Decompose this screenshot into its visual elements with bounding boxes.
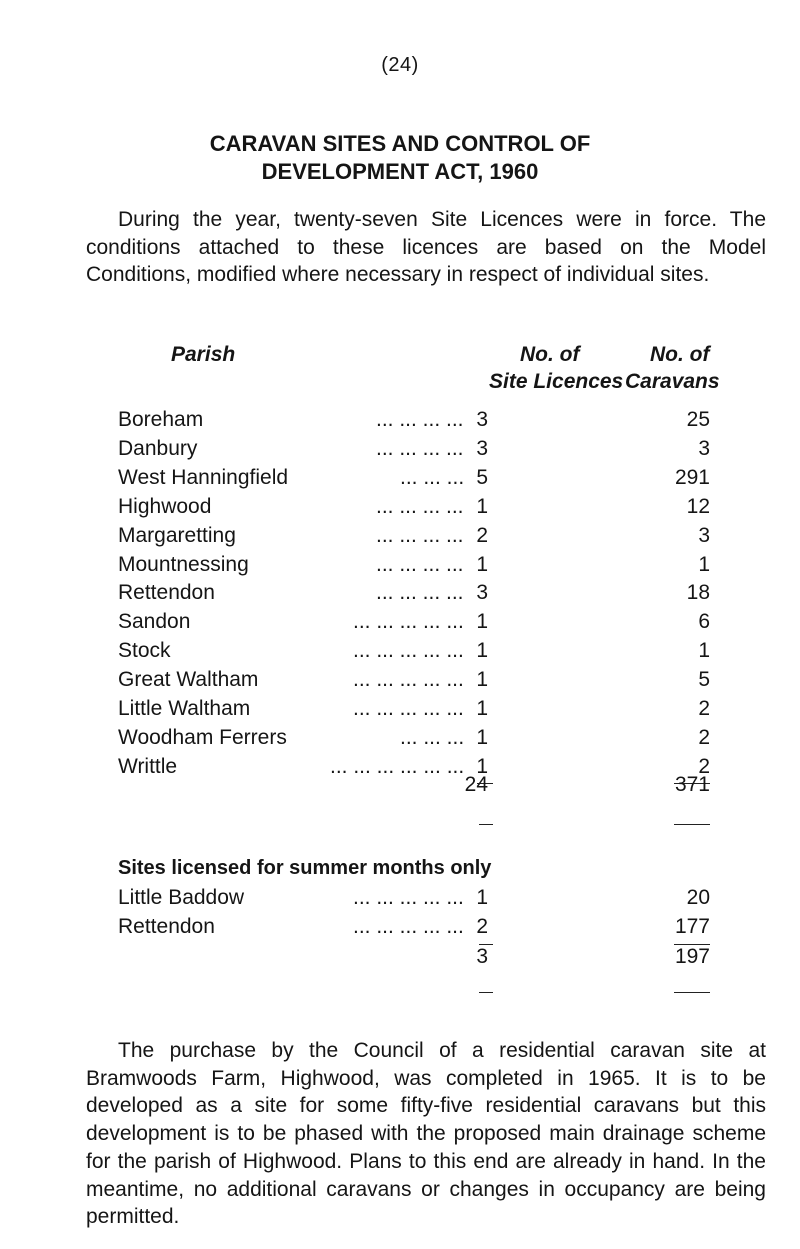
site-licences-value: 1 [476,552,488,576]
leader-dots: ... ... ... ... ... [353,886,464,909]
parish-name: Rettendon [118,581,215,605]
site-licences-value: 1 [476,668,488,692]
caravans-value: 6 [698,610,710,634]
leader-dots: ... ... ... ... ... [353,610,464,634]
total-rule-caravans-bottom [674,824,710,825]
header-caravans-line-2: Caravans [625,370,720,393]
leader-dots: ... ... ... [400,465,465,489]
parish-name: Margaretting [118,523,236,547]
total-caravans: 371 [674,773,710,796]
page-title-line-1: CARAVAN SITES AND CONTROL OF [209,131,591,156]
summer-total-licences: 3 [476,945,488,968]
leader-dots: ... ... ... ... ... ... [330,754,465,778]
site-licences-value: 3 [476,408,488,431]
parish-name: Boreham [118,408,204,431]
table-row [0,726,800,754]
header-licences-line-1: No. of [520,343,580,366]
table-row [0,639,800,667]
site-licences-value: 1 [476,697,488,720]
header-caravans-line-1: No. of [650,343,710,366]
intro-paragraph: During the year, twenty-seven Site Licences were in force. The conditions attached to these licences are based on the Model Conditions, modified where necessary in respect of individual sites. [86,208,766,287]
site-licences-value: 1 [476,886,488,909]
page-title-line-2: DEVELOPMENT ACT, 1960 [261,159,539,184]
leader-dots: ... ... ... ... [376,494,464,518]
parish-name: Great Waltham [118,668,259,692]
parish-name: West Hanningfield [118,465,289,489]
leader-dots: ... ... ... ... [376,581,464,605]
table-row [0,495,800,523]
caravans-value: 2 [698,725,710,749]
table-row [0,697,800,725]
parish-name: Stock [118,639,171,663]
caravans-value: 5 [698,668,710,692]
site-licences-value: 5 [476,465,488,489]
table-row [0,524,800,552]
total-rule-licences-bottom [479,824,493,825]
table-row [0,466,800,494]
parish-name: Mountnessing [118,552,249,576]
summer-sites-heading: Sites licensed for summer months only [118,857,492,879]
parish-name: Writtle [118,754,178,778]
caravans-value: 3 [698,436,710,460]
caravans-value: 25 [686,408,710,431]
caravans-value: 3 [698,523,710,547]
leader-dots: ... ... ... ... ... [353,915,464,938]
parish-name: Sandon [118,610,191,634]
parish-name: Little Waltham [118,697,251,720]
site-licences-value: 2 [476,523,488,547]
table-row [0,886,800,914]
caravans-value: 291 [674,465,710,489]
parish-name: Rettendon [118,915,215,938]
table-row [0,610,800,638]
caravans-value: 2 [698,754,710,778]
parish-name: Woodham Ferrers [118,725,287,749]
header-parish: Parish [171,343,236,366]
table-row [0,668,800,696]
caravans-value: 2 [698,697,710,720]
header-licences-line-2: Site Licences [489,370,624,393]
site-licences-value: 1 [476,725,488,749]
leader-dots: ... ... ... ... [376,552,464,576]
leader-dots: ... ... ... ... [376,436,464,460]
leader-dots: ... ... ... ... [376,408,464,431]
summer-total-rule-caravans-bottom [674,992,710,993]
parish-name: Danbury [118,436,198,460]
table-row [0,581,800,609]
caravans-value: 20 [686,886,710,909]
table-row [0,408,800,436]
leader-dots: ... ... ... [400,725,465,749]
closing-paragraph: The purchase by the Council of a residential caravan site at Bramwoods Farm, Highwood, was completed in 1965. It is to be developed as a site for some fifty-five residential caravans but this development is to be phased with the proposed main drainage scheme for the parish of Highwood. Plans to this end are already in hand. In the meantime, no additional caravans or changes in occupancy are being permitted. [86,1039,766,1229]
table-row [0,437,800,465]
site-licences-value: 1 [476,494,488,518]
leader-dots: ... ... ... ... ... [353,697,464,720]
parish-name: Highwood [118,494,212,518]
caravans-value: 18 [686,581,710,605]
leader-dots: ... ... ... ... [376,523,464,547]
caravans-value: 1 [698,552,710,576]
table-row [0,915,800,943]
summer-total-caravans: 197 [674,945,710,968]
summer-total-rule-licences-bottom [479,992,493,993]
parish-name: Little Baddow [118,886,245,909]
site-licences-value: 1 [476,639,488,663]
table-row [0,553,800,581]
site-licences-value: 1 [476,754,488,778]
total-licences: 24 [464,773,488,796]
site-licences-value: 2 [476,915,488,938]
caravans-value: 177 [674,915,710,938]
site-licences-value: 3 [476,436,488,460]
caravans-value: 1 [698,639,710,663]
site-licences-value: 1 [476,610,488,634]
leader-dots: ... ... ... ... ... [353,639,464,663]
caravans-value: 12 [686,494,710,518]
site-licences-value: 3 [476,581,488,605]
page-number: (24) [381,54,419,76]
leader-dots: ... ... ... ... ... [353,668,464,692]
